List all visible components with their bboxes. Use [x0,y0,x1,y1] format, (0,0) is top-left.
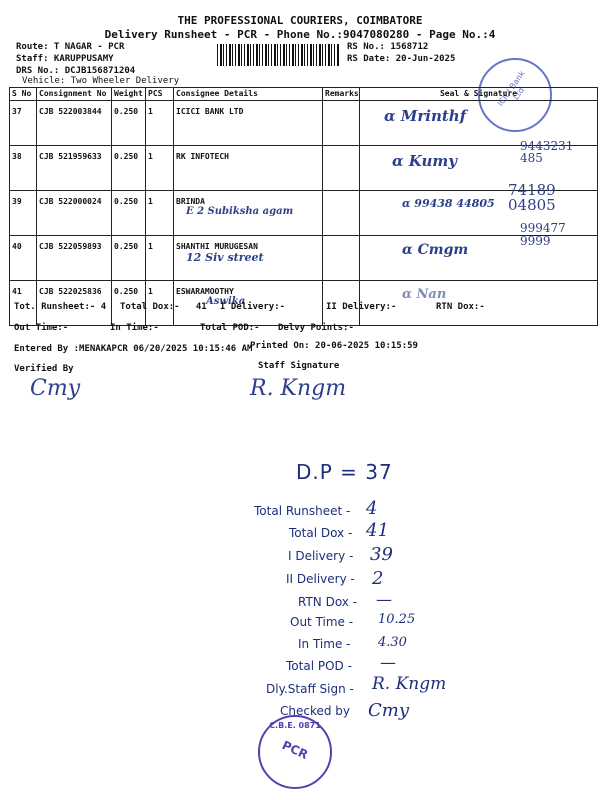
pcr-round-stamp [258,715,332,789]
summary-value: — [376,590,392,609]
consignee-name: BRINDA [176,197,205,206]
summary-label: Checked by [280,704,351,718]
rs-date: RS Date: 20-Jun-2025 [347,54,456,64]
vehicle-label: Vehicle: Two Wheeler Delivery [22,76,180,86]
signature-handwriting: α 99438 44805 [402,197,495,210]
barcode [217,44,339,66]
consignee-name: ICICI BANK LTD [176,107,244,116]
summary-label: In Time - [298,637,351,651]
route-label: Route: T NAGAR - PCR [16,42,125,52]
stamp-ring-text: C.B.E. 0871 [269,721,321,730]
consignee-name: ESWARAMOOTHY [176,287,234,296]
row-pcs: 1 [146,236,174,281]
stamp-center-text: PCR [279,737,311,763]
row-pcs: 1 [146,146,174,191]
phone-note: 999477 9999 [520,221,566,248]
in-time: In Time:- [110,323,159,333]
total-dox: Total Dox:- 41 [120,302,207,312]
row-weight: 0.250 [112,101,146,146]
drs-label: DRS No.: DCJB156871204 [16,66,136,76]
col-signature: Seal & Signature [360,88,598,101]
summary-value: 4.30 [378,635,407,650]
summary-value: 4 [366,498,378,519]
staff-signature-label: Staff Signature [258,361,340,371]
col-pcs: PCS [146,88,174,101]
row-consignment: CJB 522025836 [37,281,112,326]
summary-label: Dly.Staff Sign - [266,682,354,696]
consignee-name: SHANTHI MURUGESAN [176,242,258,251]
delvy-points: Delvy Points:- [278,323,354,333]
phone-note: 9443231 485 [520,139,574,165]
row-sno: 40 [10,236,37,281]
summary-label: RTN Dox - [298,595,358,609]
row-weight: 0.250 [112,191,146,236]
row-remarks [323,236,360,281]
printed-on: Printed On: 20-06-2025 10:15:59 [250,341,418,351]
verified-by-label: Verified By [14,364,74,374]
runsheet-subtitle: Delivery Runsheet - PCR - Phone No.:9047080280 - Page No.:4 [104,28,496,41]
signature-handwriting: α Kumy [392,152,457,170]
summary-value: R. Kngm [372,674,447,694]
summary-value: 39 [370,544,393,565]
row-remarks [323,146,360,191]
col-consignment: Consignment No [37,88,112,101]
total-pod: Total POD:- [200,323,260,333]
verified-signature: Cmy [30,376,81,401]
table-row [10,236,598,281]
summary-label: I Delivery - [288,549,354,563]
row-sno: 38 [10,146,37,191]
out-time: Out Time:- [14,323,69,333]
row-sno: 39 [10,191,37,236]
summary-value: Cmy [368,700,410,721]
consignee-handwriting: Aswika [206,296,246,307]
summary-value: 2 [372,568,384,589]
row-pcs: 1 [146,191,174,236]
row-pcs: 1 [146,281,174,326]
row-consignee [174,236,323,281]
table-header-row [10,88,598,101]
summary-value: 41 [366,520,389,541]
row-consignment: CJB 521959633 [37,146,112,191]
signature-handwriting: α Nan [402,287,447,302]
phone-note: 74189 04805 [508,181,556,214]
bank-seal-text: ICICI Bank Ltd [495,69,527,108]
row-consignee [174,146,323,191]
col-weight: Weight [112,88,146,101]
summary-label: Total Dox - [289,526,353,540]
row-consignment: CJB 522003844 [37,101,112,146]
company-title: THE PROFESSIONAL COURIERS, COIMBATORE [177,14,423,27]
dp-note: D.P = 37 [296,460,393,484]
col-consignee: Consignee Details [174,88,323,101]
rtn-dox: RTN Dox:- [436,302,485,312]
summary-label: Total Runsheet - [254,504,351,518]
staff-signature: R. Kngm [250,376,347,401]
signature-handwriting: α Cmgm [402,242,469,258]
i-delivery: I Delivery:- [220,302,286,312]
rs-number: RS No.: 1568712 [347,42,429,52]
col-remarks: Remarks [323,88,360,101]
entered-by: Entered By :MENAKAPCR 06/20/2025 10:15:46 AM [14,344,253,354]
row-consignment: CJB 522059893 [37,236,112,281]
row-sno: 41 [10,281,37,326]
summary-label: Total POD - [286,659,352,673]
table-row [10,101,598,146]
row-consignee [174,101,323,146]
consignee-handwriting: 12 Siv street [186,251,264,264]
consignee-handwriting: E 2 Subiksha agam [186,206,294,217]
row-remarks [323,101,360,146]
col-sno: S No [10,88,37,101]
row-remarks [323,191,360,236]
row-weight: 0.250 [112,281,146,326]
row-consignee [174,191,323,236]
tot-runsheet: Tot. Runsheet:- 4 [14,302,107,312]
summary-label: II Delivery - [286,572,355,586]
row-pcs: 1 [146,101,174,146]
summary-value: 10.25 [378,612,416,627]
row-weight: 0.250 [112,146,146,191]
row-weight: 0.250 [112,236,146,281]
summary-label: Out Time - [290,615,354,629]
signature-handwriting: α Mrinthf [384,107,467,125]
summary-value: — [380,653,396,672]
row-consignment: CJB 522000024 [37,191,112,236]
row-sno: 37 [10,101,37,146]
staff-label: Staff: KARUPPUSAMY [16,54,114,64]
ii-delivery: II Delivery:- [326,302,397,312]
consignee-name: RK INFOTECH [176,152,229,161]
